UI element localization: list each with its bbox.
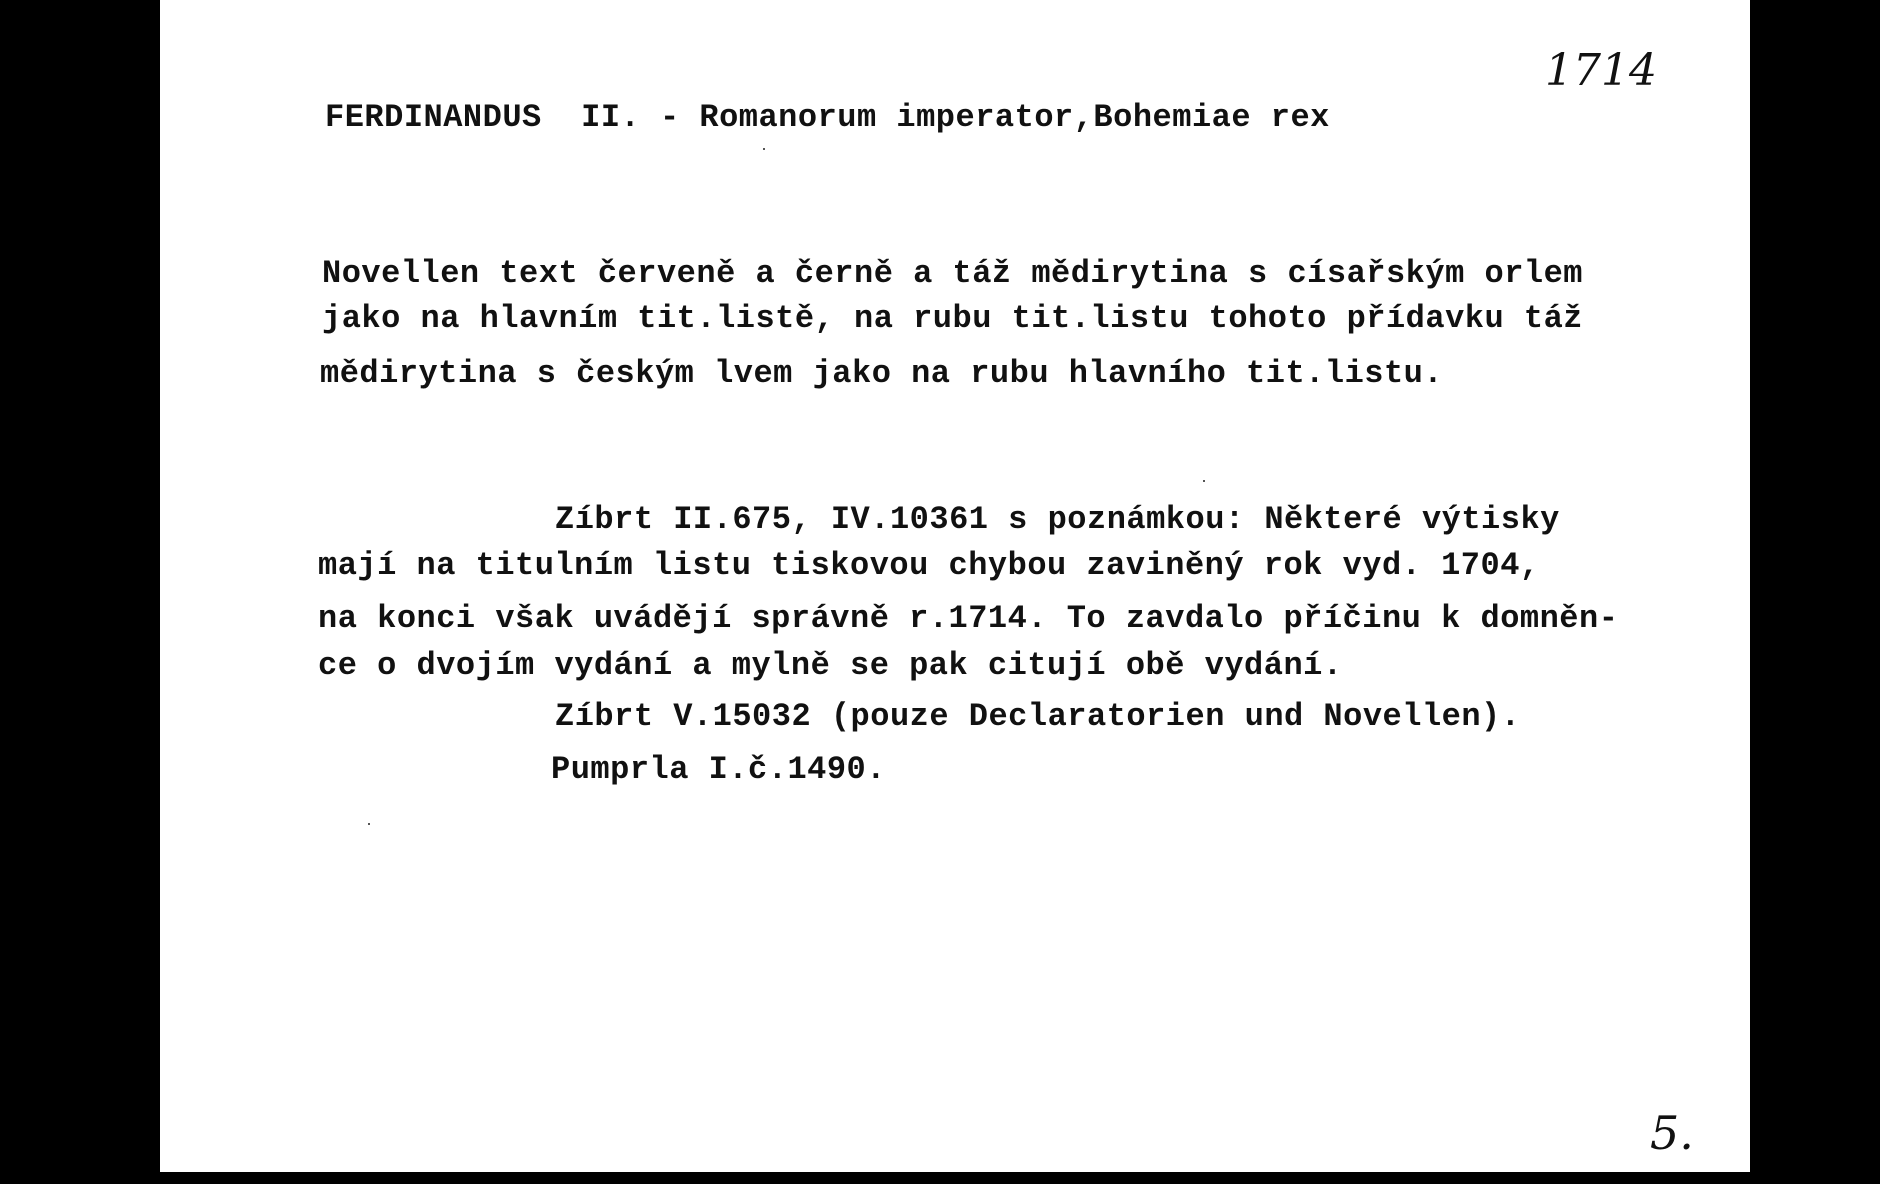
scan-speck <box>763 148 765 150</box>
description-line-2: jako na hlavním tit.listě, na rubu tit.listu tohoto přídavku táž <box>322 300 1583 337</box>
description-line-3: mědirytina s českým lvem jako na rubu hlavního tit.listu. <box>320 355 1444 392</box>
corner-mark: 5. <box>1650 1106 1694 1160</box>
scan-speck <box>1203 480 1205 482</box>
note-line-2: mají na titulním listu tiskovou chybou zaviněný rok vyd. 1704, <box>318 547 1540 584</box>
catalog-card <box>160 0 1750 1172</box>
note-line-3: na konci však uvádějí správně r.1714. To zavdalo příčinu k domněn- <box>318 600 1619 637</box>
note-line-4: ce o dvojím vydání a mylně se pak citují obě vydání. <box>318 647 1343 684</box>
handwritten-number: 1714 <box>1545 45 1657 96</box>
reference-line-1: Zíbrt V.15032 (pouze Declaratorien und Novellen). <box>555 698 1521 735</box>
scan-speck <box>368 823 370 825</box>
card-heading: FERDINANDUS II. - Romanorum imperator,Bohemiae rex <box>325 99 1330 136</box>
note-line-1: Zíbrt II.675, IV.10361 s poznámkou: Některé výtisky <box>555 501 1560 538</box>
reference-line-2: Pumprla I.č.1490. <box>551 751 886 788</box>
description-line-1: Novellen text červeně a černě a táž mědirytina s císařským orlem <box>322 255 1583 292</box>
